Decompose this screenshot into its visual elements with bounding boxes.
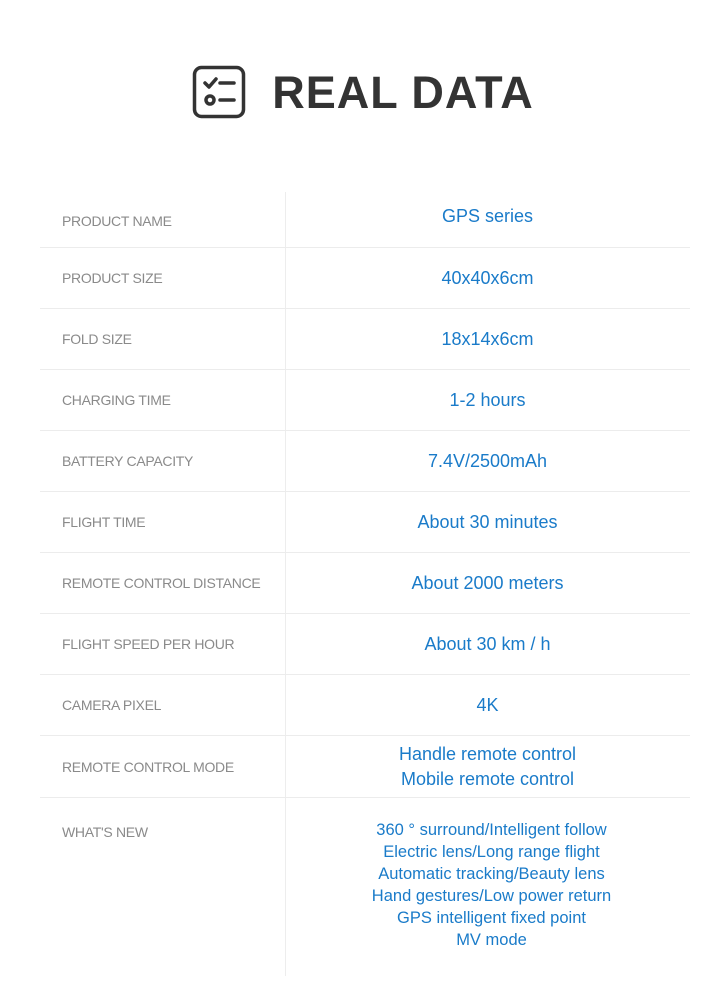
spec-label: PRODUCT NAME [62, 212, 172, 229]
spec-row-flight-time [40, 492, 690, 553]
spec-label: CAMERA PIXEL [62, 697, 162, 713]
spec-value-line: MV mode [456, 931, 527, 949]
spec-value [285, 204, 690, 228]
spec-value-line: Mobile remote control [400, 768, 575, 789]
spec-row-camera-pixel [40, 675, 690, 736]
spec-row-product-size [40, 248, 690, 309]
spec-value-line: 1-2 hours [449, 389, 526, 410]
spec-row-remote-control-mode [40, 736, 690, 798]
spec-row-flight-speed [40, 614, 690, 675]
spec-value-line: 7.4V/2500mAh [427, 450, 548, 471]
spec-value-line: GPS intelligent fixed point [397, 909, 586, 927]
spec-value [285, 449, 690, 473]
spec-value-line: 4K [476, 694, 499, 715]
spec-value [285, 798, 690, 951]
spec-value [285, 388, 690, 412]
spec-label: FLIGHT SPEED PER HOUR [62, 636, 235, 652]
spec-value-line: About 30 km / h [424, 633, 551, 654]
spec-table [40, 192, 690, 978]
spec-row-charging-time [40, 370, 690, 431]
spec-value [285, 266, 690, 290]
spec-label: FLIGHT TIME [62, 514, 146, 530]
spec-value-line: 18x14x6cm [441, 328, 534, 349]
spec-value [285, 510, 690, 534]
spec-value-line: Handle remote control [398, 744, 577, 765]
spec-label: BATTERY CAPACITY [62, 453, 194, 469]
spec-value-line: About 30 minutes [417, 511, 558, 532]
spec-label: REMOTE CONTROL MODE [62, 758, 234, 775]
spec-value-line: About 2000 meters [411, 572, 564, 593]
page-header [0, 62, 726, 122]
spec-row-whats-new [40, 798, 690, 978]
spec-value [285, 327, 690, 351]
spec-label: PRODUCT SIZE [62, 270, 163, 286]
page-title: REAL DATA [272, 66, 534, 118]
spec-value-line: 360 ° surround/Intelligent follow [376, 821, 607, 839]
spec-label: WHAT'S NEW [62, 824, 148, 840]
spec-value [285, 742, 690, 791]
spec-value [285, 693, 690, 717]
spec-value [285, 632, 690, 656]
spec-label: CHARGING TIME [62, 392, 171, 408]
spec-value-line: Automatic tracking/Beauty lens [378, 865, 605, 883]
checklist-icon [192, 65, 246, 119]
spec-row-product-name [40, 192, 690, 248]
spec-row-remote-control-distance [40, 553, 690, 614]
spec-value-line: Hand gestures/Low power return [371, 887, 612, 905]
spec-row-battery-capacity [40, 431, 690, 492]
spec-row-fold-size [40, 309, 690, 370]
spec-label: FOLD SIZE [62, 331, 132, 347]
spec-value-line: GPS series [441, 206, 534, 227]
spec-value [285, 571, 690, 595]
spec-value-line: Electric lens/Long range flight [383, 843, 600, 861]
spec-label: REMOTE CONTROL DISTANCE [62, 575, 261, 591]
spec-value-line: 40x40x6cm [441, 267, 534, 288]
